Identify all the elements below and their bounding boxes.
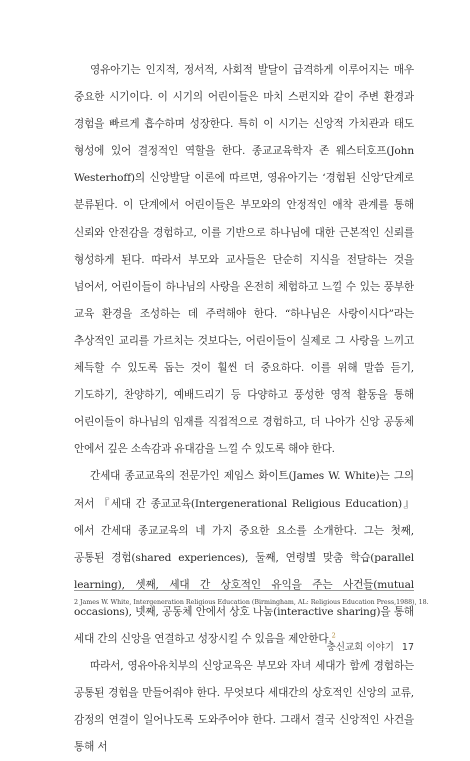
running-footer	[327, 639, 414, 653]
footnote-reference[interactable]: 2	[331, 631, 336, 640]
running-title: 충신교회 이야기	[326, 642, 394, 653]
body-text	[74, 57, 414, 761]
paragraph-1	[74, 57, 414, 463]
footnote-divider	[74, 590, 414, 591]
paragraph-2-text: 간세대 종교교육의 전문가인 제임스 화이트(James W. White)는 그의 저서 『세대 간 종교교육(Intergenerational Religious Education)』에서 간세대 종교교육의 네 가지 중요한 요소를 소개한다. 그는 첫째, 공통된 경험(shared experiences), 둘째, 연령별 맞춤 학습(parallel learning), 셋째, 세대 간 상호적인 유익을 주는 사건들(mutual occasions), 넷째, 공동체 안에서 상호 나눔(interactive sharing)을 통해 세대 간의 신앙을 연결하고 성장시킬 수 있음을 제안한다.	[74, 470, 414, 645]
paragraph-3	[74, 653, 414, 761]
footnote: 2 James W. White, Intergeneration Religious Education (Birmingham, AL: Religious Education Press,1988), 18.	[74, 599, 429, 606]
paragraph-3-text: 따라서, 영유아유치부의 신앙교육은 부모와 자녀 세대가 함께 경험하는 공통된 경험을 만들어줘야 한다. 무엇보다 세대간의 상호적인 신앙의 교류, 감정의 연결이 일어나도록 도와주어야 한다. 그래서 결국 신앙적인 사건을 통해 서	[74, 660, 414, 754]
page-number: 17	[401, 642, 414, 653]
paragraph-2	[74, 463, 414, 653]
paragraph-1-text: 영유아기는 인지적, 정서적, 사회적 발달이 급격하게 이루어지는 매우 중요한 시기이다. 이 시기의 어린이들은 마치 스펀지와 같이 주변 환경과 경험을 빠르게 흡수하며 성장한다. 특히 이 시기는 신앙적 가치관과 태도 형성에 있어 결정적인 역할을 한다. 종교교육학자 존 웨스터호프(John Westerhoff)의 신앙발달 이론에 따르면, 영유아기는 ‘경험된 신앙’단계로 분류된다. 이 단계에서 어린이들은 부모와의 안정적인 애착 관계를 통해 신뢰와 안전감을 경험하고, 이를 기반으로 하나님에 대한 근본적인 신뢰를 형성하게 된다. 따라서 부모와 교사들은 단순히 지식을 전달하는 것을 넘어서, 어린이들이 하나님의 사랑을 온전히 체험하고 느낄 수 있는 풍부한 교육 환경을 조성하는 데 주력해야 한다. “하나님은 사랑이시다”라는 추상적인 교리를 가르치는 것보다는, 어린이들이 실제로 그 사랑을 느끼고 체득할 수 있도록 돕는 것이 훨씬 더 중요하다. 이를 위해 말씀 듣기, 기도하기, 찬양하기, 예배드리기 등 다양하고 풍성한 영적 활동을 통해 어린이들이 하나님의 임재를 직접적으로 경험하고, 더 나아가 신앙 공동체 안에서 깊은 소속감과 유대감을 느낄 수 있도록 해야 한다.	[74, 64, 414, 456]
